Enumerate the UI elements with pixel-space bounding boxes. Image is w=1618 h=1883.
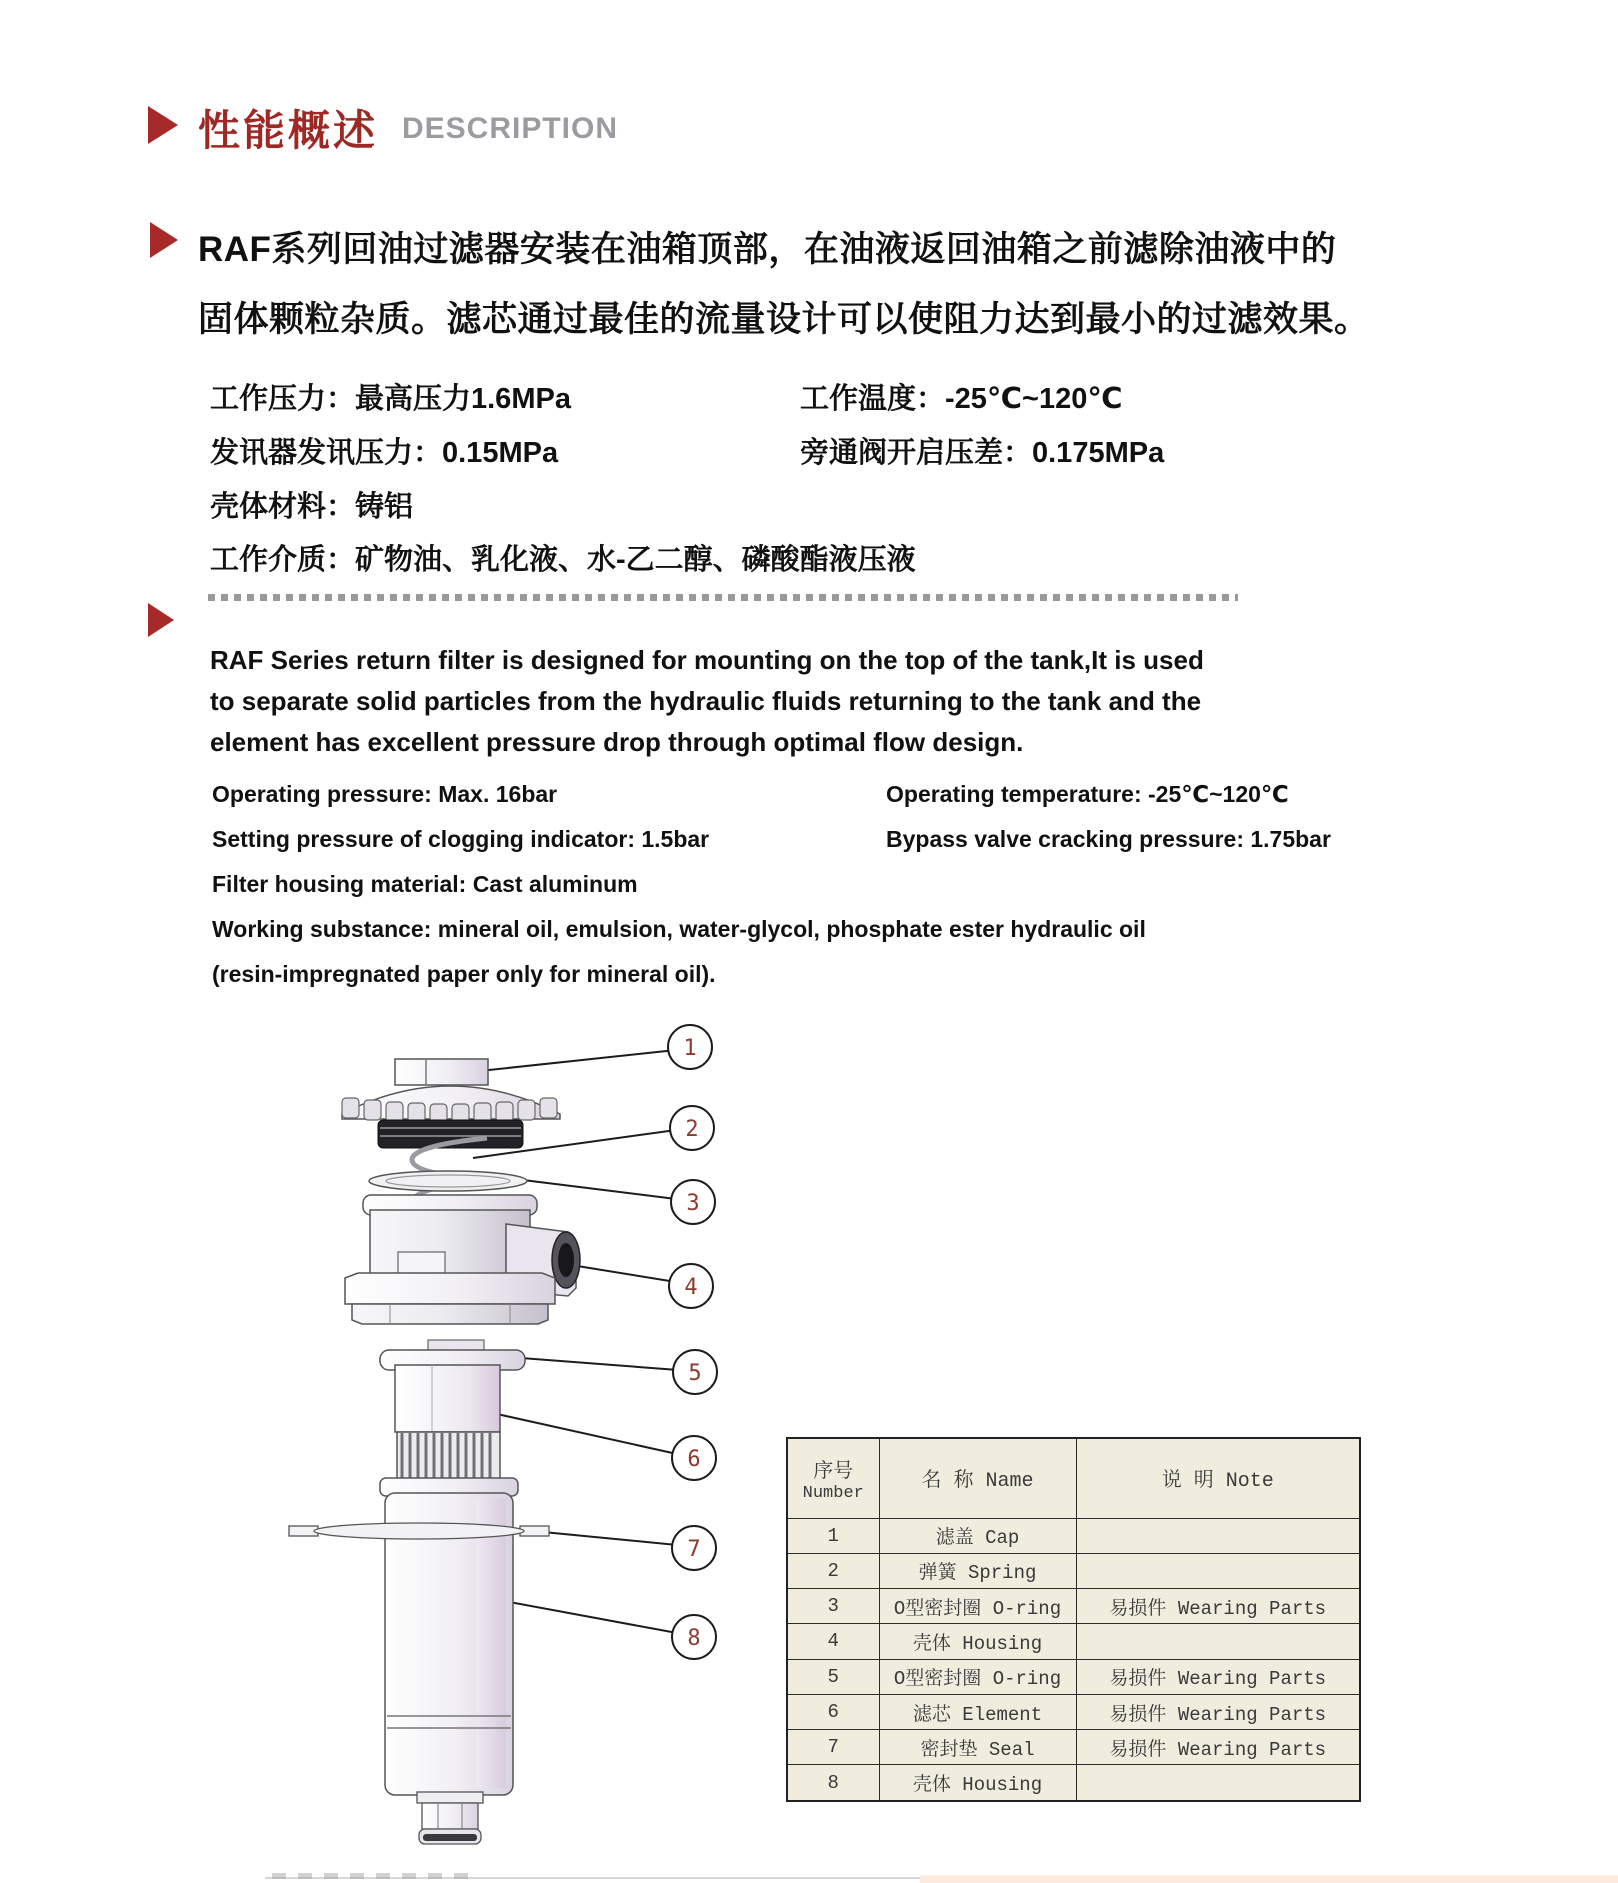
col-header-number-en: Number xyxy=(802,1483,864,1503)
divider-bullet-icon xyxy=(148,603,177,637)
callout-8 xyxy=(672,1615,716,1659)
spec-zh-pressure: 工作压力：最高压力1.6MPa xyxy=(210,383,571,415)
spec-en-indicator: Setting pressure of clogging indicator: 1.5bar xyxy=(212,826,710,852)
intro-zh-line2: 固体颗粒杂质。滤芯通过最佳的流量设计可以使阻力达到最小的过滤效果。 xyxy=(198,300,1370,339)
intro-en-line1: RAF Series return filter is designed for mounting on the top of the tank,It is used xyxy=(210,645,1204,675)
col-header-name: 名 称 Name xyxy=(879,1438,1076,1518)
svg-text:3: 3 xyxy=(686,1191,700,1216)
row-num: 5 xyxy=(787,1659,879,1694)
exploded-view-diagram xyxy=(280,1020,740,1850)
svg-text:6: 6 xyxy=(687,1447,701,1472)
row-note xyxy=(1076,1518,1360,1553)
table-row xyxy=(787,1589,1360,1624)
row-name: 弹簧 Spring xyxy=(879,1553,1076,1588)
table-row xyxy=(787,1518,1360,1553)
col-header-note: 说 明 Note xyxy=(1076,1438,1360,1518)
svg-text:2: 2 xyxy=(685,1117,699,1142)
row-num: 7 xyxy=(787,1730,879,1765)
footer-peach-band xyxy=(920,1875,1618,1883)
svg-text:8: 8 xyxy=(687,1626,701,1651)
row-num: 8 xyxy=(787,1765,879,1801)
spec-en-pressure: Operating pressure: Max. 16bar xyxy=(212,781,558,807)
callout-7 xyxy=(672,1526,716,1570)
row-num: 2 xyxy=(787,1553,879,1588)
spec-zh-bypass: 旁通阀开启压差：0.175MPa xyxy=(800,437,1165,469)
row-note: 易损件 Wearing Parts xyxy=(1076,1730,1360,1765)
intro-en-line3: element has excellent pressure drop through optimal flow design. xyxy=(210,727,1024,757)
callout-1 xyxy=(668,1025,712,1069)
spec-zh-media: 工作介质：矿物油、乳化液、水-乙二醇、磷酸酯液压液 xyxy=(210,544,916,576)
row-num: 4 xyxy=(787,1624,879,1659)
housing-head-part xyxy=(345,1195,580,1324)
row-num: 3 xyxy=(787,1589,879,1624)
row-note: 易损件 Wearing Parts xyxy=(1076,1659,1360,1694)
spec-zh-material: 壳体材料：铸铝 xyxy=(210,491,414,523)
callout-4 xyxy=(669,1264,713,1308)
parts-table-header-row xyxy=(787,1438,1360,1518)
table-row xyxy=(787,1765,1360,1801)
row-name: O型密封圈 O-ring xyxy=(879,1659,1076,1694)
section-title-zh: 性能概述 xyxy=(198,107,379,154)
row-name: 壳体 Housing xyxy=(879,1624,1076,1659)
section-title-en: DESCRIPTION xyxy=(402,112,619,145)
row-note: 易损件 Wearing Parts xyxy=(1076,1694,1360,1729)
spec-en-media-note: (resin-impregnated paper only for mineral oil). xyxy=(212,961,716,987)
spec-en-media: Working substance: mineral oil, emulsion, water-glycol, phosphate ester hydraulic oil xyxy=(212,916,1146,942)
row-name: 壳体 Housing xyxy=(879,1765,1076,1801)
paragraph-bullet-icon xyxy=(150,222,181,258)
svg-text:5: 5 xyxy=(688,1361,702,1386)
callout-balloons xyxy=(668,1025,717,1659)
col-header-number-zh: 序号 xyxy=(813,1460,854,1484)
element-pleats xyxy=(397,1432,500,1485)
svg-text:4: 4 xyxy=(684,1275,698,1300)
bottom-port xyxy=(417,1792,483,1844)
section-bullet-icon xyxy=(148,106,181,144)
row-name: 滤盖 Cap xyxy=(879,1518,1076,1553)
row-num: 1 xyxy=(787,1518,879,1553)
table-row xyxy=(787,1553,1360,1588)
intro-zh-line1: RAF系列回油过滤器安装在油箱顶部，在油液返回油箱之前滤除油液中的 xyxy=(198,230,1337,269)
spec-en-bypass: Bypass valve cracking pressure: 1.75bar xyxy=(886,826,1331,852)
row-note xyxy=(1076,1624,1360,1659)
parts-table xyxy=(786,1437,1361,1802)
callout-6 xyxy=(672,1436,716,1480)
row-name: 密封垫 Seal xyxy=(879,1730,1076,1765)
row-name: 滤芯 Element xyxy=(879,1694,1076,1729)
dotted-divider xyxy=(208,594,1238,601)
footer-text-remnant xyxy=(272,1873,480,1879)
table-row xyxy=(787,1624,1360,1659)
svg-text:1: 1 xyxy=(683,1036,697,1061)
intro-en-line2: to separate solid particles from the hydraulic fluids returning to the tank and the xyxy=(210,686,1202,716)
table-row xyxy=(787,1730,1360,1765)
spec-zh-indicator: 发讯器发讯压力：0.15MPa xyxy=(210,437,559,469)
element-part xyxy=(380,1340,525,1485)
row-note xyxy=(1076,1765,1360,1801)
row-num: 6 xyxy=(787,1694,879,1729)
lower-housing-part xyxy=(289,1478,549,1844)
cap-part xyxy=(342,1059,560,1148)
row-note: 易损件 Wearing Parts xyxy=(1076,1589,1360,1624)
callout-2 xyxy=(670,1106,714,1150)
spec-zh-temperature: 工作温度：-25℃~120℃ xyxy=(800,383,1123,415)
svg-text:7: 7 xyxy=(687,1537,701,1562)
spec-en-material: Filter housing material: Cast aluminum xyxy=(212,871,638,897)
col-header-number xyxy=(787,1438,879,1518)
row-note xyxy=(1076,1553,1360,1588)
row-name: O型密封圈 O-ring xyxy=(879,1589,1076,1624)
callout-3 xyxy=(671,1180,715,1224)
callout-5 xyxy=(673,1350,717,1394)
table-row xyxy=(787,1694,1360,1729)
spec-en-temperature: Operating temperature: -25℃~120℃ xyxy=(886,781,1289,807)
o-ring-top-part xyxy=(369,1171,527,1191)
table-row xyxy=(787,1659,1360,1694)
